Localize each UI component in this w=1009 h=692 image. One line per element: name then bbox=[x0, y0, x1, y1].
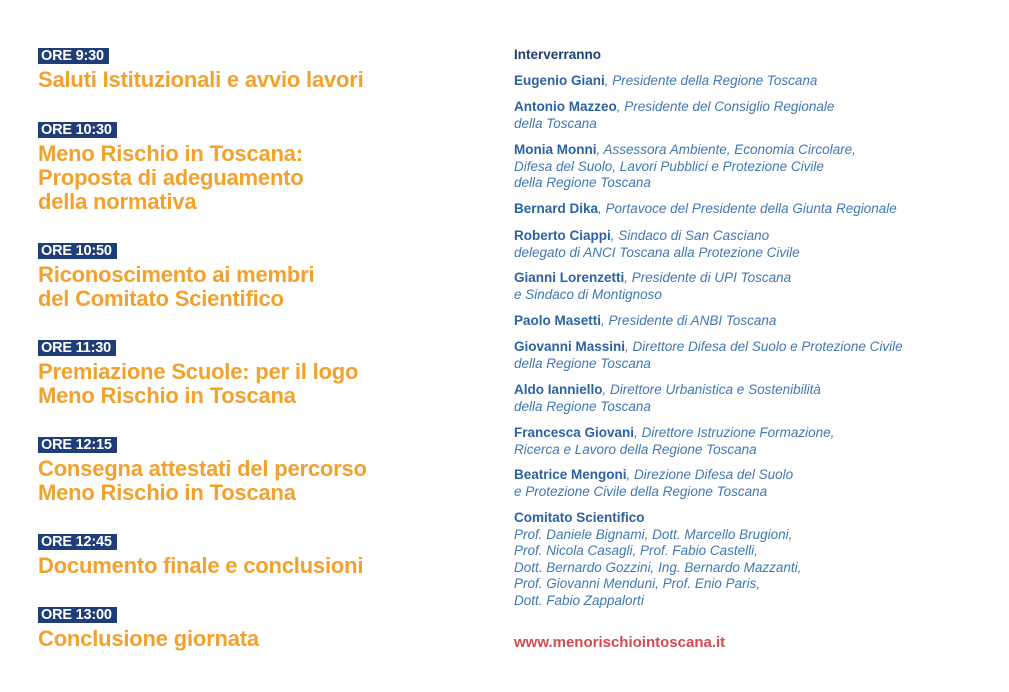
committee-line: Prof. Daniele Bignami, Dott. Marcello Brugioni, bbox=[514, 526, 793, 542]
agenda-title: Saluti Istituzionali e avvio lavori bbox=[38, 67, 364, 92]
agenda-item bbox=[38, 436, 367, 505]
speaker-name: Bernard Dika bbox=[514, 201, 599, 216]
speaker-entry bbox=[514, 228, 800, 261]
committee-line: Prof. Giovanni Menduni, Prof. Enio Paris, bbox=[514, 576, 761, 591]
speaker-entry bbox=[514, 142, 856, 192]
speaker-name: Francesca Giovani bbox=[514, 425, 635, 440]
speakers-heading: Interverranno bbox=[514, 47, 602, 62]
speaker-entry bbox=[514, 425, 834, 458]
agenda-item bbox=[38, 339, 358, 408]
speaker-role: , Presidente della Regione Toscana bbox=[604, 73, 818, 88]
speaker-entry bbox=[514, 270, 791, 303]
agenda-item bbox=[38, 606, 259, 651]
agenda-title: Consegna attestati del percorso Meno Rischio in Toscana bbox=[38, 456, 367, 505]
speaker-role: Ricerca e Lavoro della Regione Toscana bbox=[514, 441, 757, 457]
committee-line: Dott. Bernardo Gozzini, Ing. Bernardo Mazzanti, bbox=[514, 559, 802, 575]
speaker-role: della Toscana bbox=[514, 115, 597, 131]
time-badge: ORE 12:45 bbox=[38, 534, 117, 550]
agenda-item bbox=[38, 121, 304, 214]
speaker-entry bbox=[514, 467, 793, 500]
speaker-role: , Direttore Urbanistica e Sostenibilità bbox=[602, 382, 821, 397]
speaker-role: , Presidente di UPI Toscana bbox=[624, 270, 792, 285]
agenda-title: Meno Rischio in Toscana: Proposta di adeguamento della normativa bbox=[38, 141, 304, 214]
speaker-name: Eugenio Giani bbox=[514, 73, 605, 88]
agenda-title: Riconoscimento ai membri del Comitato Scientifico bbox=[38, 262, 315, 311]
speaker-name: Aldo Ianniello bbox=[514, 382, 603, 397]
speaker-entry bbox=[514, 99, 834, 132]
speaker-role: , Presidente del Consiglio Regionale bbox=[616, 99, 835, 114]
speaker-role: della Regione Toscana bbox=[514, 398, 651, 414]
speaker-entry bbox=[514, 339, 903, 372]
committee-heading: Comitato Scientifico bbox=[514, 510, 645, 525]
speaker-role: , Direttore Istruzione Formazione, bbox=[634, 425, 835, 440]
speaker-role: delegato di ANCI Toscana alla Protezione Civile bbox=[514, 244, 800, 260]
speaker-entry bbox=[514, 73, 817, 90]
speaker-name: Monia Monni bbox=[514, 142, 597, 157]
committee-line: Dott. Fabio Zappalorti bbox=[514, 592, 644, 608]
speaker-entry bbox=[514, 313, 776, 330]
agenda-item bbox=[38, 242, 314, 311]
time-badge: ORE 12:15 bbox=[38, 437, 117, 453]
website-link[interactable]: www.menorischiointoscana.it bbox=[514, 634, 726, 651]
speaker-role: della Regione Toscana bbox=[514, 175, 651, 190]
speaker-role: della Regione Toscana bbox=[514, 355, 651, 371]
speaker-role: , Direttore Difesa del Suolo e Protezione Civile bbox=[625, 339, 903, 354]
speaker-role: e Sindaco di Montignoso bbox=[514, 286, 662, 302]
speaker-role: , Direzione Difesa del Suolo bbox=[626, 467, 794, 482]
time-badge: ORE 10:30 bbox=[38, 122, 117, 138]
agenda-item bbox=[38, 533, 363, 578]
speaker-role: , Portavoce del Presidente della Giunta Regionale bbox=[598, 201, 897, 216]
agenda-title: Documento finale e conclusioni bbox=[38, 553, 364, 578]
speaker-role: Difesa del Suolo, Lavori Pubblici e Protezione Civile bbox=[514, 158, 824, 174]
speaker-role: e Protezione Civile della Regione Toscana bbox=[514, 483, 768, 499]
speaker-name: Paolo Masetti bbox=[514, 313, 602, 328]
committee-entry bbox=[514, 510, 801, 609]
speaker-entry bbox=[514, 382, 821, 415]
speaker-name: Gianni Lorenzetti bbox=[514, 270, 625, 285]
time-badge: ORE 11:30 bbox=[38, 340, 116, 356]
speaker-name: Antonio Mazzeo bbox=[514, 99, 617, 114]
time-badge: ORE 13:00 bbox=[38, 607, 117, 623]
speaker-name: Beatrice Mengoni bbox=[514, 467, 627, 482]
time-badge: ORE 10:50 bbox=[38, 243, 117, 259]
agenda-title: Conclusione giornata bbox=[38, 626, 259, 651]
agenda-item bbox=[38, 47, 364, 92]
committee-line: Prof. Nicola Casagli, Prof. Fabio Castelli, bbox=[514, 543, 758, 558]
speaker-name: Roberto Ciappi bbox=[514, 228, 611, 243]
speaker-role: , Presidente di ANBI Toscana bbox=[601, 313, 777, 328]
speaker-role: , Assessora Ambiente, Economia Circolare, bbox=[596, 142, 856, 157]
speaker-name: Giovanni Massini bbox=[514, 339, 626, 354]
speaker-entry bbox=[514, 201, 897, 218]
agenda-title: Premiazione Scuole: per il logo Meno Rischio in Toscana bbox=[38, 359, 359, 408]
speaker-role: , Sindaco di San Casciano bbox=[610, 228, 770, 243]
time-badge: ORE 9:30 bbox=[38, 48, 109, 64]
